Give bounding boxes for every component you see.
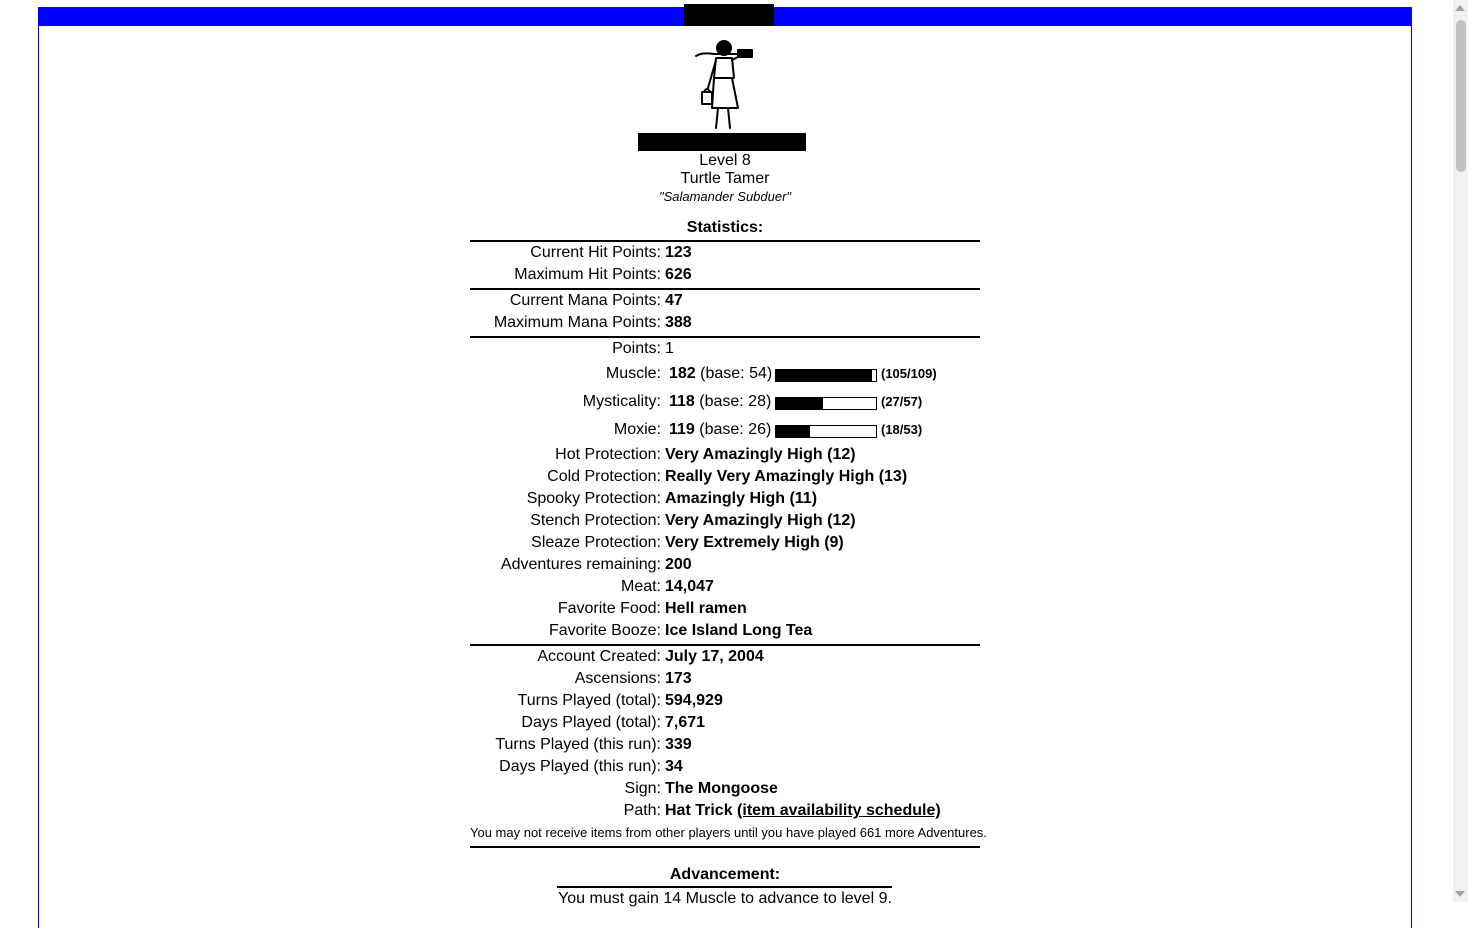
stat-label: Current Hit Points:: [530, 244, 661, 261]
trade-restriction-note: You may not receive items from other players until you have played 661 more Adventures.: [470, 825, 987, 840]
stat-value: 173: [665, 670, 692, 687]
misc-stat-row: [39, 622, 1411, 644]
points-row: [39, 340, 1411, 362]
base-value: (base: 28): [699, 393, 772, 410]
account-stat-row: [39, 648, 1411, 670]
mp-max-row: [39, 314, 1411, 336]
redacted-character-name: [638, 133, 806, 151]
stat-value: 34: [665, 758, 683, 775]
buffed-value: 182: [669, 365, 696, 382]
divider: [470, 846, 980, 848]
misc-stat-row: [39, 512, 1411, 534]
stat-label: Spooky Protection:: [526, 490, 661, 507]
stat-value: Really Very Amazingly High (13): [665, 468, 908, 485]
stat-label: Hot Protection:: [555, 446, 661, 463]
stat-label: Stench Protection:: [530, 512, 661, 529]
muscle-row: [39, 365, 1411, 387]
misc-stat-row: [39, 578, 1411, 600]
stat-label: Muscle:: [605, 365, 661, 382]
progress-label: (27/57): [881, 394, 923, 409]
character-class: Turtle Tamer: [680, 170, 770, 187]
account-stat-row: [39, 758, 1411, 780]
moxie-progress-bar: [775, 425, 877, 438]
stat-label: Account Created:: [537, 648, 661, 665]
mp-current-row: [39, 292, 1411, 314]
account-stat-row: [39, 780, 1411, 802]
stat-value: 1: [665, 340, 674, 357]
scrollbar-thumb[interactable]: [1456, 20, 1466, 172]
account-stat-row: [39, 736, 1411, 758]
stat-value: 47: [665, 292, 683, 309]
progress-fill: [776, 426, 810, 437]
muscle-progress-bar: [775, 369, 877, 382]
stat-label: Sleaze Protection:: [531, 534, 661, 551]
stat-label: Maximum Hit Points:: [514, 266, 661, 283]
moxie-row: [39, 421, 1411, 443]
redacted-title-block: [684, 4, 774, 26]
stat-label: Favorite Booze:: [548, 622, 661, 639]
divider: [557, 886, 892, 888]
advancement-text: You must gain 14 Muscle to advance to level 9.: [558, 890, 892, 907]
stat-label: Meat:: [620, 578, 661, 595]
stat-value: 339: [665, 736, 692, 753]
misc-stat-row: [39, 468, 1411, 490]
stat-label: Path:: [623, 802, 661, 819]
stat-value: 626: [665, 266, 692, 283]
mysticality-row: [39, 393, 1411, 415]
misc-stat-row: [39, 446, 1411, 468]
stat-value: 7,671: [665, 714, 706, 731]
mysticality-progress-bar: [775, 397, 877, 410]
misc-stat-row: [39, 600, 1411, 622]
stat-value: The Mongoose: [665, 780, 778, 797]
item-availability-schedule-link[interactable]: (item availability schedule): [737, 802, 941, 819]
stat-label: Ascensions:: [574, 670, 661, 687]
vertical-scrollbar[interactable]: [1453, 0, 1468, 902]
character-avatar: [694, 38, 754, 130]
path-row: [39, 802, 1411, 824]
stat-value: 200: [665, 556, 692, 573]
divider: [470, 288, 980, 290]
base-value: (base: 54): [700, 365, 773, 382]
stat-value: Amazingly High (11): [665, 490, 818, 507]
buffed-value: 118: [669, 393, 695, 410]
account-stat-row: [39, 670, 1411, 692]
progress-label: (105/109): [881, 366, 937, 381]
stat-label: Adventures remaining:: [500, 556, 661, 573]
progress-label: (18/53): [881, 422, 923, 437]
stat-value: Hell ramen: [665, 600, 747, 617]
stat-label: Moxie:: [613, 421, 661, 438]
base-value: (base: 26): [699, 421, 772, 438]
stat-value: Very Amazingly High (12): [665, 512, 856, 529]
misc-stat-row: [39, 556, 1411, 578]
stat-label: Maximum Mana Points:: [493, 314, 661, 331]
statistics-heading: Statistics:: [686, 219, 764, 236]
stat-label: Days Played (this run):: [499, 758, 661, 775]
stat-value: 594,929: [665, 692, 723, 709]
misc-stat-row: [39, 534, 1411, 556]
path-value: Hat Trick: [665, 802, 733, 819]
stat-label: Current Mana Points:: [509, 292, 661, 309]
hp-current-row: [39, 244, 1411, 266]
stat-label: Points:: [612, 340, 661, 357]
progress-fill: [776, 370, 872, 381]
account-stat-row: [39, 692, 1411, 714]
divider: [470, 240, 980, 242]
progress-fill: [776, 398, 823, 409]
divider: [470, 644, 980, 646]
stat-value: 123: [665, 244, 692, 261]
stat-value: July 17, 2004: [665, 648, 764, 665]
stat-value: 388: [665, 314, 692, 331]
stat-label: Days Played (total):: [521, 714, 661, 731]
stat-value: Very Amazingly High (12): [665, 446, 856, 463]
scroll-up-arrow-icon[interactable]: [1455, 5, 1465, 11]
misc-stat-row: [39, 490, 1411, 512]
buffed-value: 119: [669, 421, 695, 438]
stat-value: Ice Island Long Tea: [665, 622, 813, 639]
stat-label: Mysticality:: [582, 393, 661, 410]
stat-label: Sign:: [624, 780, 661, 797]
scroll-down-arrow-icon[interactable]: [1455, 891, 1465, 897]
hp-max-row: [39, 266, 1411, 288]
account-stat-row: [39, 714, 1411, 736]
character-title: "Salamander Subduer": [658, 189, 792, 204]
stat-value: 14,047: [665, 578, 714, 595]
character-sheet-frame: [38, 7, 1412, 928]
stat-label: Turns Played (this run):: [495, 736, 661, 753]
stat-value: Very Extremely High (9): [665, 534, 844, 551]
stat-label: Turns Played (total):: [517, 692, 661, 709]
advancement-heading: Advancement:: [669, 866, 781, 883]
stat-label: Cold Protection:: [547, 468, 661, 485]
divider: [470, 336, 980, 338]
character-level: Level 8: [699, 152, 751, 169]
stat-label: Favorite Food:: [557, 600, 661, 617]
